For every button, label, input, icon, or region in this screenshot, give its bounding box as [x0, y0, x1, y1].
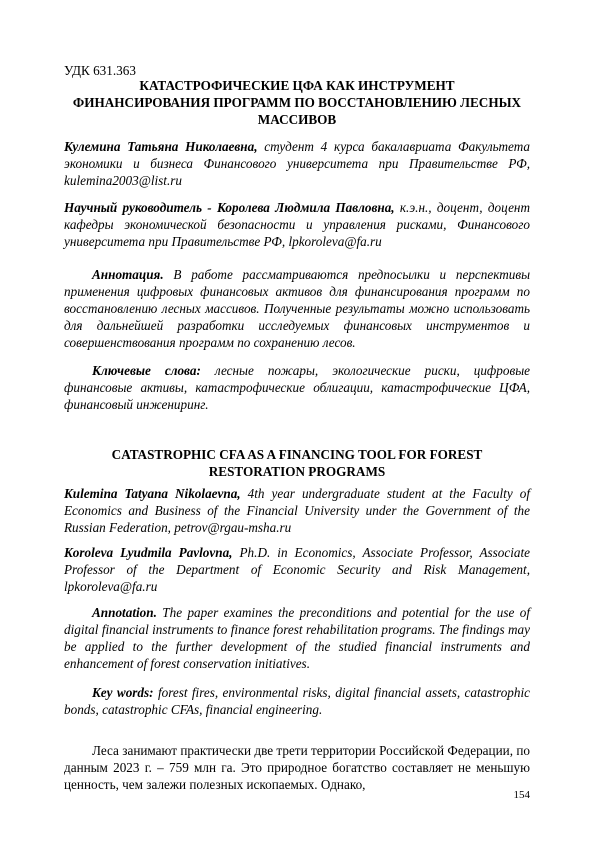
author-info: студент 4 курса бакалавриата Факультета экономики и бизнеса Финансового университета при Правительстве РФ, kulemina2003@list.ru — [64, 139, 530, 188]
english-author-block — [64, 485, 530, 536]
author-info: 4th year undergraduate student at the Faculty of Economics and Business of the Financial University under the Government of the Russian Federation, petrov@rgau-msha.ru — [64, 486, 530, 535]
annotation-text: The paper examines the preconditions and potential for the use of digital financial instruments to finance forest rehabilitation programs. The findings may be applied to the further development of the studied financial instruments and enhancement of forest conservation initiatives. — [64, 605, 530, 671]
annotation-label: Аннотация. — [92, 267, 164, 282]
advisor-info: Ph.D. in Economics, Associate Professor, Associate Professor of the Department of Economic Security and Risk Management, lpkoroleva@fa.ru — [64, 545, 530, 594]
advisor-name: Koroleva Lyudmila Pavlovna, — [64, 545, 233, 560]
keywords-text: лесные пожары, экологические риски, цифровые финансовые активы, катастрофические облигации, катастрофические ЦФА, финансовый инжениринг. — [64, 363, 530, 412]
author-name: Кулемина Татьяна Николаевна, — [64, 139, 258, 154]
annotation-text: В работе рассматриваются предпосылки и перспективы применения цифровых финансовых активов для финансирования программ по восстановлению лесных массивов. Полученные результаты можно использовать для дальнейшей разработки исследуемых финансовых инструментов и совершенствования программ по сохранению лесов. — [64, 267, 530, 350]
russian-author-block — [64, 138, 530, 189]
english-advisor-block — [64, 544, 530, 595]
keywords-text: forest fires, environmental risks, digital financial assets, catastrophic bonds, catastrophic CFAs, financial engineering. — [64, 685, 530, 717]
udk-code: УДК 631.363 — [64, 63, 136, 78]
russian-title-line: ФИНАНСИРОВАНИЯ ПРОГРАММ ПО ВОССТАНОВЛЕНИЮ ЛЕСНЫХ — [72, 95, 522, 110]
keywords-label: Key words: — [92, 685, 154, 700]
russian-advisor-block — [64, 199, 530, 250]
english-title — [64, 446, 530, 480]
body-paragraph: Леса занимают практически две трети территории Российской Федерации, по данным 2023 г. – 759 млн га. Это природное богатство составляет не меньшую ценность, чем залежи полезных ископаемых. Однако, — [64, 743, 530, 792]
english-title-line: RESTORATION PROGRAMS — [208, 464, 386, 479]
english-keywords — [64, 684, 530, 718]
english-annotation — [64, 604, 530, 672]
author-name: Kulemina Tatyana Nikolaevna, — [64, 486, 241, 501]
page-number: 154 — [513, 789, 530, 801]
russian-title-line: МАССИВОВ — [257, 112, 337, 127]
advisor-label: Научный руководитель - Королева Людмила Павловна, — [64, 200, 395, 215]
russian-title — [64, 77, 530, 128]
russian-title-line: КАТАСТРОФИЧЕСКИЕ ЦФА КАК ИНСТРУМЕНТ — [139, 78, 455, 93]
russian-keywords — [64, 362, 530, 413]
advisor-info: к.э.н., доцент, доцент кафедры экономической безопасности и управления рисками, Финансового университета при Правительстве РФ, lpkoroleva@fa.ru — [64, 200, 530, 249]
russian-annotation — [64, 266, 530, 351]
keywords-label: Ключевые слова: — [92, 363, 201, 378]
english-title-line: CATASTROPHIC CFA AS A FINANCING TOOL FOR FOREST — [111, 447, 483, 462]
annotation-label: Annotation. — [92, 605, 157, 620]
